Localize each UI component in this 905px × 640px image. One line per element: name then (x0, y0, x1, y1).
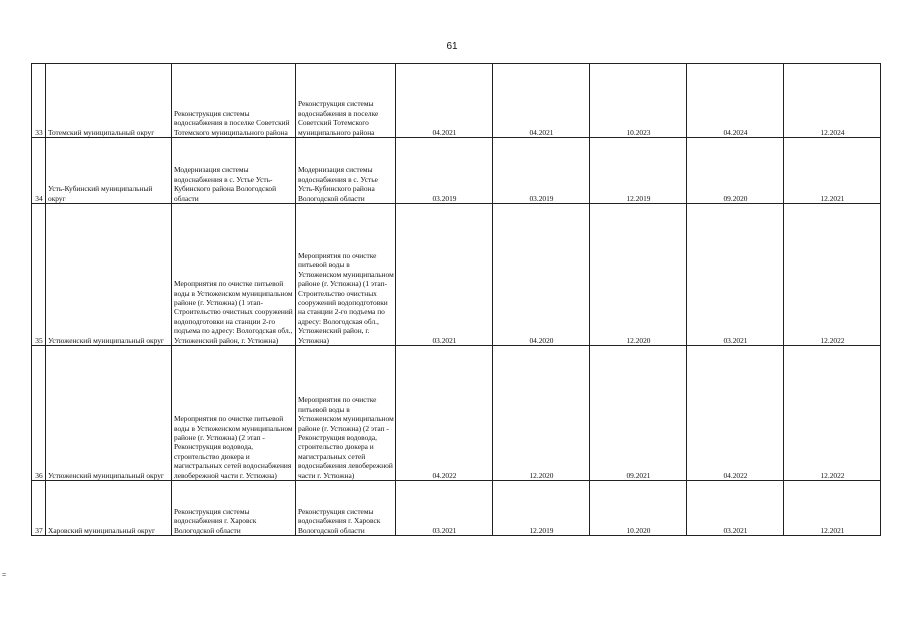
date-cell: 03.2021 (687, 204, 784, 346)
date-cell: 03.2021 (396, 481, 493, 536)
row-number: 35 (32, 204, 46, 346)
date-cell: 04.2021 (493, 64, 590, 138)
row-number: 34 (32, 138, 46, 204)
date-cell: 03.2021 (687, 481, 784, 536)
date-cell: 12.2020 (493, 346, 590, 481)
date-cell: 04.2022 (687, 346, 784, 481)
row-number: 37 (32, 481, 46, 536)
date-cell: 04.2020 (493, 204, 590, 346)
date-cell: 03.2019 (396, 138, 493, 204)
page-number: 61 (446, 41, 458, 52)
date-cell: 04.2021 (396, 64, 493, 138)
date-cell: 12.2022 (784, 346, 881, 481)
date-cell: 10.2023 (590, 64, 687, 138)
date-cell: 12.2019 (493, 481, 590, 536)
date-cell: 09.2021 (590, 346, 687, 481)
measure-cell: Мероприятия по очистке питьевой воды в Устюженском муниципальном районе (г. Устюжна) (2 этап - Реконструкция водовода, строительство дюкера и магистральных сетей водоснабжения левобережной части г. Устюжна) (172, 346, 296, 481)
date-cell: 04.2024 (687, 64, 784, 138)
date-cell: 12.2021 (784, 481, 881, 536)
district-cell: Устюженский муниципальный округ (46, 204, 172, 346)
measure-cell: Реконструкция системы водоснабжения г. Харовск Вологодской области (172, 481, 296, 536)
date-cell: 12.2019 (590, 138, 687, 204)
date-cell: 12.2020 (590, 204, 687, 346)
margin-mark: = (2, 572, 7, 579)
date-cell: 03.2021 (396, 204, 493, 346)
district-cell: Тотемский муниципальный округ (46, 64, 172, 138)
object-cell: Реконструкция системы водоснабжения г. Харовск Вологодской области (296, 481, 396, 536)
object-cell: Мероприятия по очистке питьевой воды в Устюженском муниципальном районе (г. Устюжна) (2 этап - Реконструкция водовода, строительство дюкера и магистральных сетей водоснабжения левобережной части г. Устюжна) (296, 346, 396, 481)
table-row (32, 138, 881, 204)
date-cell: 12.2024 (784, 64, 881, 138)
district-cell: Харовский муниципальный округ (46, 481, 172, 536)
date-cell: 12.2022 (784, 204, 881, 346)
date-cell: 04.2022 (396, 346, 493, 481)
date-cell: 12.2021 (784, 138, 881, 204)
table-row (32, 64, 881, 138)
object-cell: Реконструкция системы водоснабжения в поселке Советский Тотемского муниципального района (296, 64, 396, 138)
date-cell: 09.2020 (687, 138, 784, 204)
measure-cell: Реконструкция системы водоснабжения в поселке Советский Тотемского муниципального района (172, 64, 296, 138)
date-cell: 10.2020 (590, 481, 687, 536)
table-row (32, 346, 881, 481)
row-number: 36 (32, 346, 46, 481)
row-number: 33 (32, 64, 46, 138)
district-cell: Усть-Кубинский муниципальный округ (46, 138, 172, 204)
date-cell: 03.2019 (493, 138, 590, 204)
measure-cell: Мероприятия по очистке питьевой воды в Устюженском муниципальном районе (г. Устюжна) (1 этап-Строительство очистных сооружений водоподготовки на станции 2-го подъема по адресу: Вологодская обл., Устюженский район, г. Устюжна) (172, 204, 296, 346)
table-row (32, 204, 881, 346)
district-cell: Устюженский муниципальный округ (46, 346, 172, 481)
table-row (32, 481, 881, 536)
measure-cell: Модернизация системы водоснабжения в с. Устье Усть-Кубинского района Вологодской области (172, 138, 296, 204)
object-cell: Мероприятия по очистке питьевой воды в Устюженском муниципальном районе (г. Устюжна) (1 этап-Строительство очистных сооружений водоподготовки на станции 2-го подъема по адресу: Вологодская обл., Устюженский район, г. Устюжна) (296, 204, 396, 346)
projects-table (31, 63, 881, 536)
object-cell: Модернизация системы водоснабжения в с. Устье Усть-Кубинского района Вологодской области (296, 138, 396, 204)
